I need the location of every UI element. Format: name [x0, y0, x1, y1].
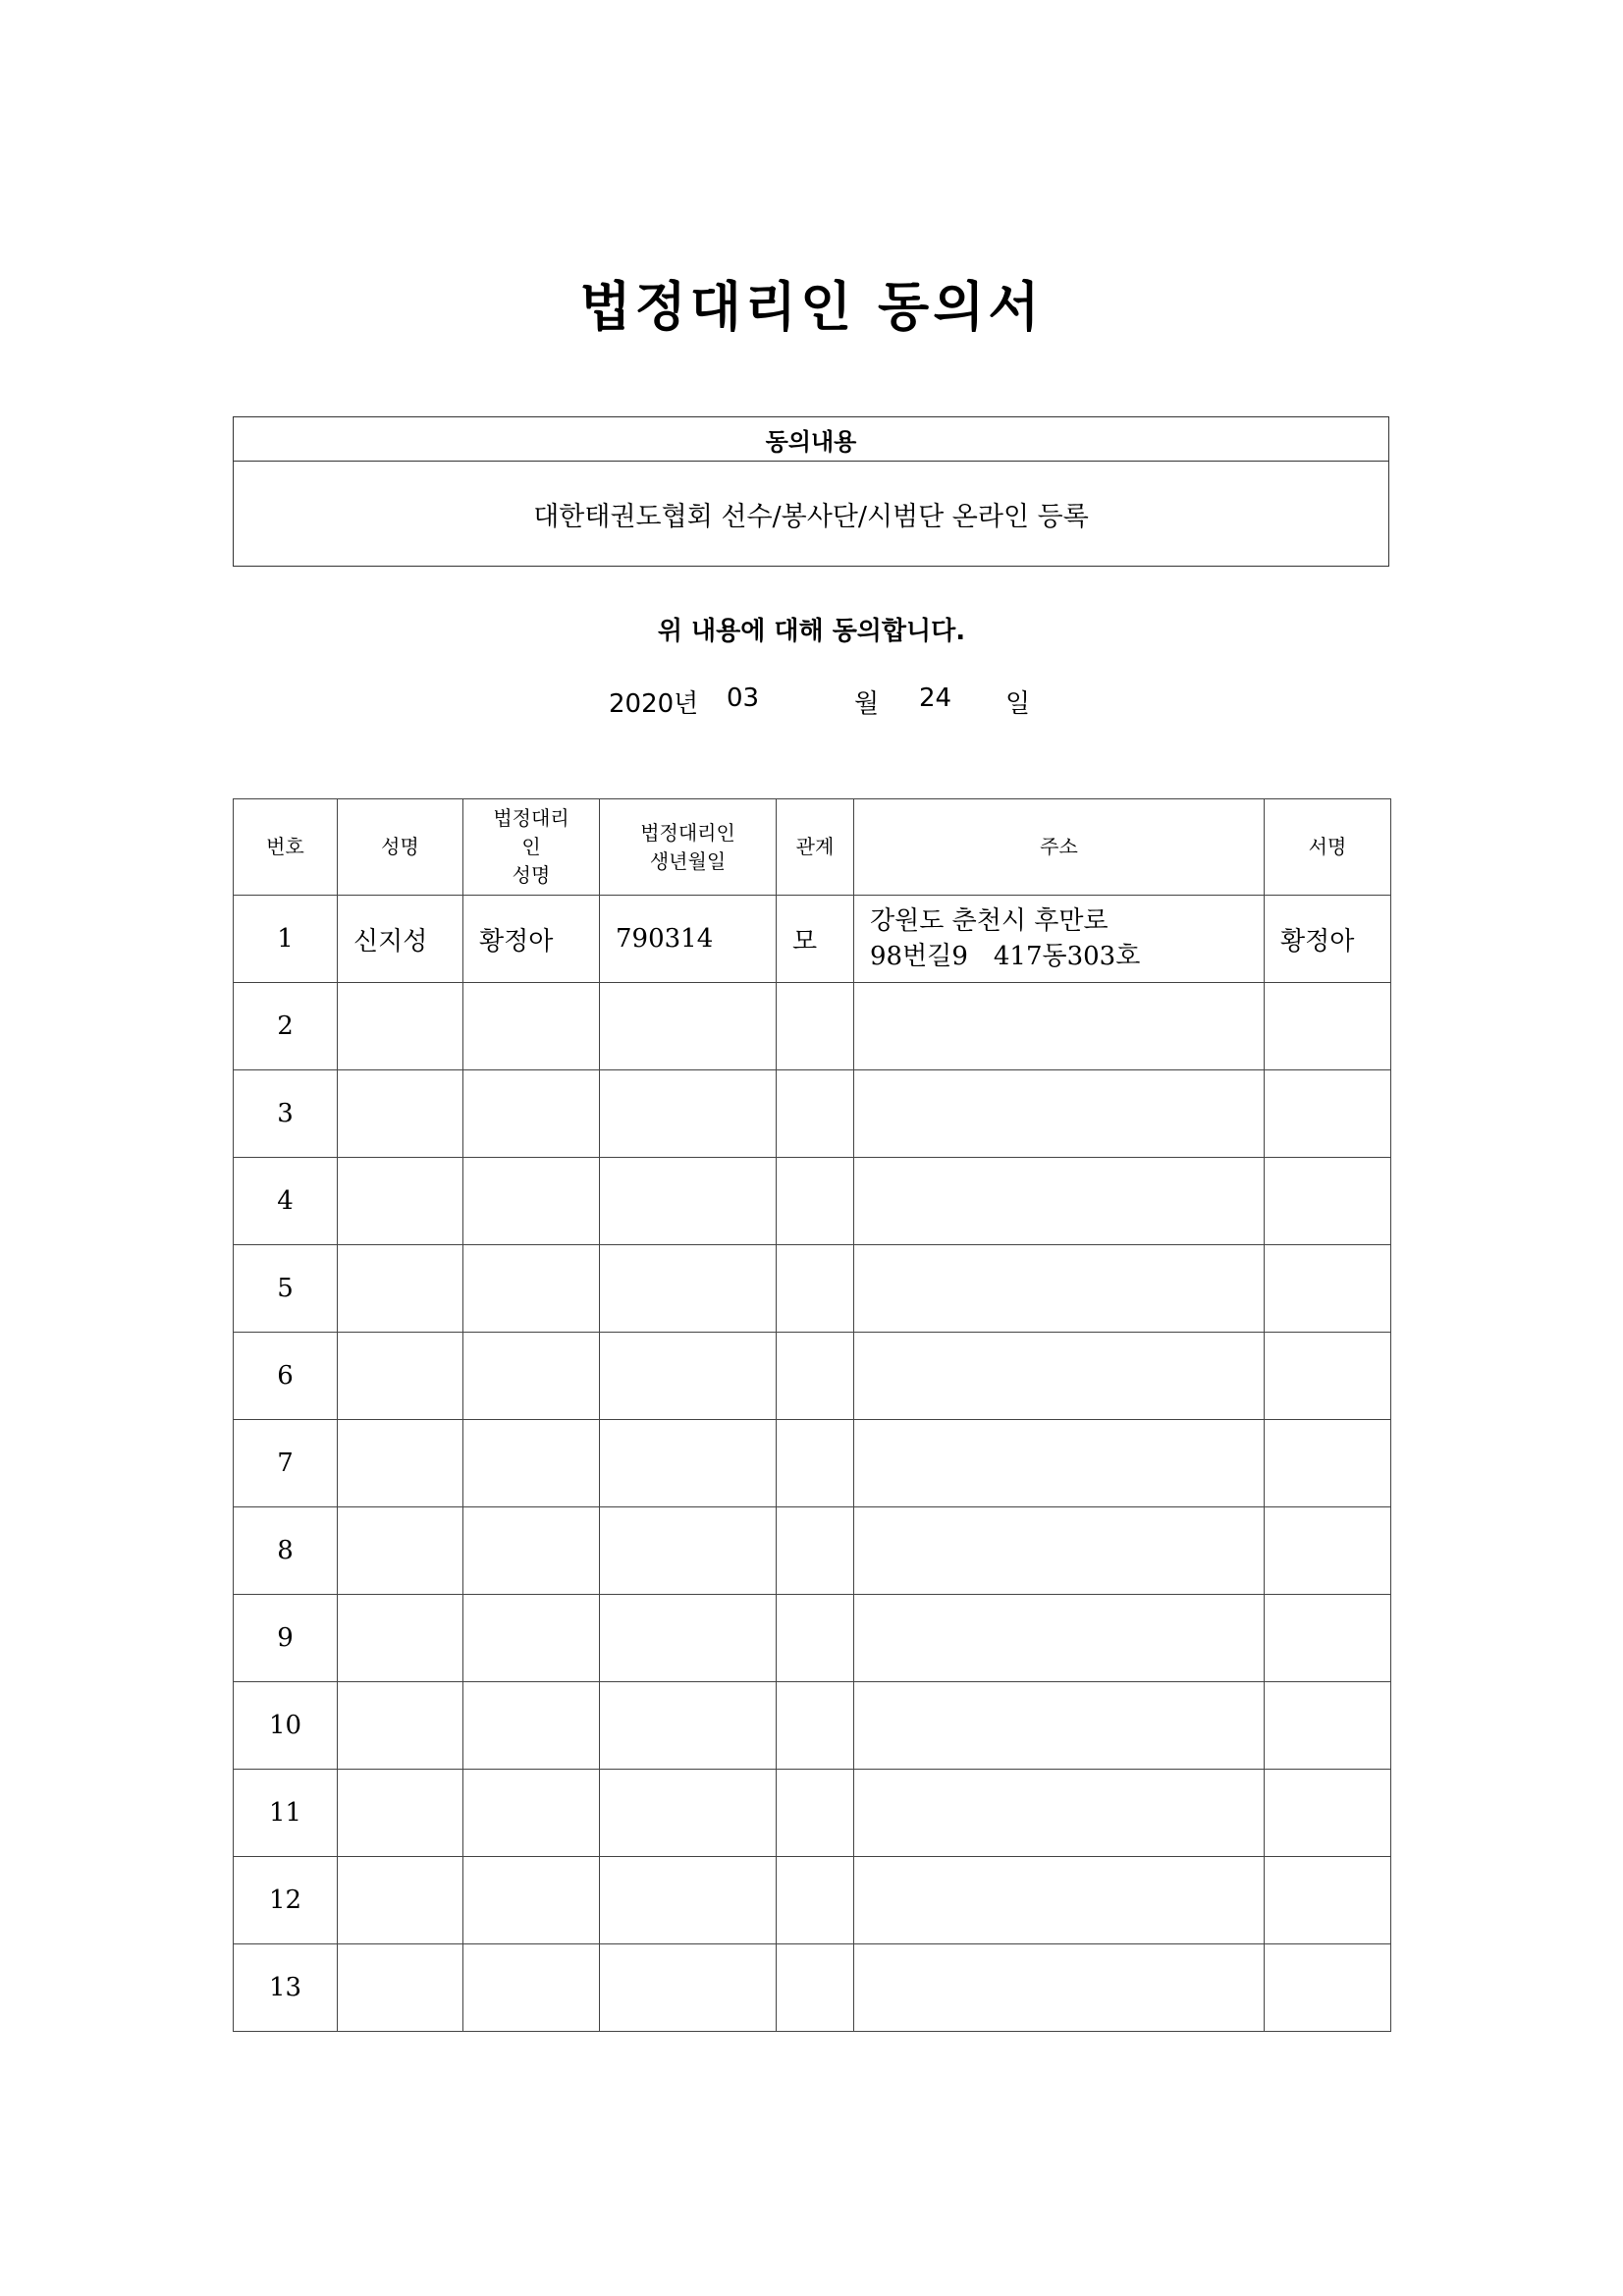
table-row [234, 1070, 1391, 1158]
header-number: 번호 [234, 799, 338, 896]
table-row [234, 1420, 1391, 1507]
row-guardian-name[interactable] [463, 1857, 600, 1944]
row-guardian-birth[interactable] [600, 1158, 777, 1245]
header-address: 주소 [854, 799, 1265, 896]
row-address[interactable] [854, 1944, 1265, 2032]
row-signature[interactable] [1265, 1333, 1391, 1420]
header-guardian-name-line3: 성명 [512, 863, 551, 887]
row-signature[interactable] [1265, 983, 1391, 1070]
row-address[interactable] [854, 1682, 1265, 1770]
registration-table [233, 798, 1391, 2032]
row-guardian-birth[interactable] [600, 1245, 777, 1333]
row-guardian-name[interactable] [463, 1333, 600, 1420]
row-signature[interactable] [1265, 1682, 1391, 1770]
row-signature[interactable]: 황정아 [1265, 896, 1391, 983]
row-number: 13 [234, 1944, 338, 2032]
row-guardian-birth[interactable]: 790314 [600, 896, 777, 983]
row-signature[interactable] [1265, 1245, 1391, 1333]
row-relation[interactable] [777, 1682, 854, 1770]
row-signature[interactable] [1265, 1944, 1391, 2032]
table-header-row [234, 799, 1391, 896]
row-guardian-name[interactable] [463, 1770, 600, 1857]
row-signature[interactable] [1265, 1770, 1391, 1857]
header-name: 성명 [338, 799, 463, 896]
row-signature[interactable] [1265, 1420, 1391, 1507]
row-address-line1: 강원도 춘천시 후만로 [870, 906, 1109, 936]
header-guardian-birth-line1: 법정대리인 [640, 820, 735, 845]
table-row [234, 1245, 1391, 1333]
row-number: 3 [234, 1070, 338, 1158]
table-row [234, 896, 1391, 983]
row-name[interactable] [338, 1682, 463, 1770]
row-relation[interactable] [777, 1158, 854, 1245]
row-guardian-birth[interactable] [600, 1944, 777, 2032]
row-address[interactable] [854, 1507, 1265, 1595]
row-address[interactable] [854, 1333, 1265, 1420]
consent-box [233, 416, 1389, 567]
row-relation[interactable] [777, 1420, 854, 1507]
row-address[interactable] [854, 1158, 1265, 1245]
row-name[interactable] [338, 1158, 463, 1245]
row-guardian-birth[interactable] [600, 1070, 777, 1158]
row-guardian-birth[interactable] [600, 1333, 777, 1420]
row-name[interactable] [338, 1944, 463, 2032]
row-guardian-name[interactable] [463, 983, 600, 1070]
row-address-line2: 98번길9 417동303호 [870, 942, 1141, 971]
row-guardian-name[interactable] [463, 1507, 600, 1595]
row-number: 10 [234, 1682, 338, 1770]
row-guardian-name[interactable] [463, 1595, 600, 1682]
row-name[interactable]: 신지성 [338, 896, 463, 983]
row-guardian-name[interactable] [463, 1070, 600, 1158]
table-row [234, 1158, 1391, 1245]
row-relation[interactable] [777, 1507, 854, 1595]
date-month-value[interactable]: 03 [727, 683, 760, 713]
row-signature[interactable] [1265, 1857, 1391, 1944]
table-row [234, 1944, 1391, 2032]
row-number: 2 [234, 983, 338, 1070]
document-title: 법정대리인 동의서 [579, 275, 1044, 338]
row-relation[interactable] [777, 1595, 854, 1682]
row-address[interactable] [854, 1595, 1265, 1682]
header-guardian-name-line1: 법정대리 [493, 806, 569, 830]
row-guardian-name[interactable] [463, 1944, 600, 2032]
row-number: 4 [234, 1158, 338, 1245]
row-relation[interactable] [777, 983, 854, 1070]
row-name[interactable] [338, 1245, 463, 1333]
row-relation[interactable] [777, 1333, 854, 1420]
row-relation[interactable] [777, 1770, 854, 1857]
table-row [234, 1857, 1391, 1944]
row-guardian-birth[interactable] [600, 1682, 777, 1770]
row-relation[interactable]: 모 [777, 896, 854, 983]
row-guardian-name[interactable] [463, 1682, 600, 1770]
header-relation: 관계 [777, 799, 854, 896]
row-name[interactable] [338, 1770, 463, 1857]
row-number: 5 [234, 1245, 338, 1333]
row-signature[interactable] [1265, 1158, 1391, 1245]
row-name[interactable] [338, 983, 463, 1070]
row-guardian-birth[interactable] [600, 1770, 777, 1857]
row-address[interactable] [854, 1770, 1265, 1857]
row-name[interactable] [338, 1857, 463, 1944]
row-signature[interactable] [1265, 1070, 1391, 1158]
date-month-label: 월 [854, 689, 880, 719]
table-row [234, 1333, 1391, 1420]
row-relation[interactable] [777, 1070, 854, 1158]
consent-header: 동의내용 [234, 417, 1389, 462]
table-row [234, 1595, 1391, 1682]
row-signature[interactable] [1265, 1595, 1391, 1682]
row-guardian-birth[interactable] [600, 1595, 777, 1682]
row-name[interactable] [338, 1420, 463, 1507]
row-guardian-birth[interactable] [600, 1420, 777, 1507]
row-address[interactable] [854, 1245, 1265, 1333]
row-address[interactable] [854, 1070, 1265, 1158]
row-guardian-birth[interactable] [600, 983, 777, 1070]
table-row [234, 1770, 1391, 1857]
row-number: 7 [234, 1420, 338, 1507]
agreement-statement: 위 내용에 대해 동의합니다. [657, 617, 966, 646]
header-guardian-name-line2: 인 [521, 835, 541, 858]
row-address[interactable] [854, 1857, 1265, 1944]
row-guardian-name[interactable] [463, 1158, 600, 1245]
date-line [0, 683, 1623, 723]
row-relation[interactable] [777, 1944, 854, 2032]
table-row [234, 1507, 1391, 1595]
row-number: 12 [234, 1857, 338, 1944]
row-number: 9 [234, 1595, 338, 1682]
row-signature[interactable] [1265, 1507, 1391, 1595]
row-guardian-birth[interactable] [600, 1507, 777, 1595]
row-number: 6 [234, 1333, 338, 1420]
row-address[interactable] [854, 896, 1265, 983]
row-address[interactable] [854, 1420, 1265, 1507]
date-day-label: 일 [1005, 689, 1031, 719]
consent-content: 대한태권도협회 선수/봉사단/시범단 온라인 등록 [234, 462, 1389, 567]
row-name[interactable] [338, 1595, 463, 1682]
row-guardian-name[interactable] [463, 1420, 600, 1507]
row-name[interactable] [338, 1070, 463, 1158]
row-number: 1 [234, 896, 338, 983]
row-number: 11 [234, 1770, 338, 1857]
header-guardian-birth-line2: 생년월일 [649, 848, 727, 873]
date-day-value[interactable]: 24 [919, 683, 952, 713]
table-row [234, 1682, 1391, 1770]
row-number: 8 [234, 1507, 338, 1595]
header-signature: 서명 [1265, 799, 1391, 896]
date-year: 2020년 [609, 689, 699, 719]
row-relation[interactable] [777, 1857, 854, 1944]
header-guardian-birth [600, 799, 777, 896]
row-relation[interactable] [777, 1245, 854, 1333]
row-guardian-name[interactable] [463, 1245, 600, 1333]
header-guardian-name [463, 799, 600, 896]
table-row [234, 983, 1391, 1070]
row-address[interactable] [854, 983, 1265, 1070]
row-name[interactable] [338, 1333, 463, 1420]
row-name[interactable] [338, 1507, 463, 1595]
row-guardian-birth[interactable] [600, 1857, 777, 1944]
row-guardian-name[interactable]: 황정아 [463, 896, 600, 983]
